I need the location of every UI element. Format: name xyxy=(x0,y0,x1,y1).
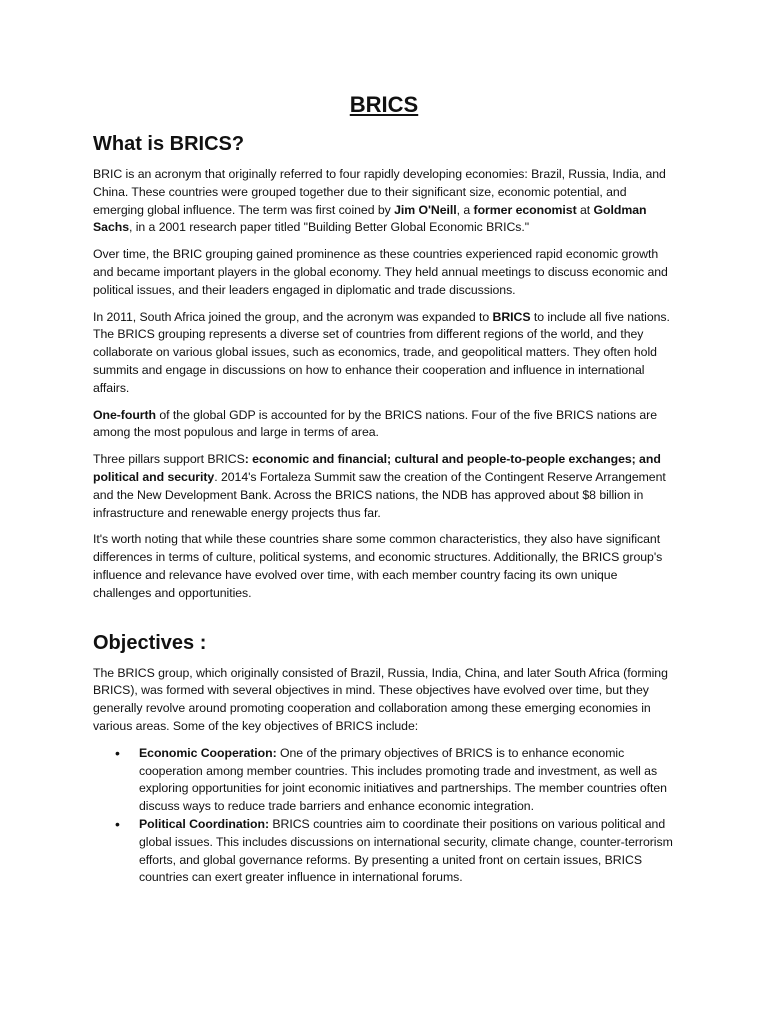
paragraph-2: Over time, the BRIC grouping gained prominence as these countries experienced rapid economic growth and became important players in the global economy. They held annual meetings to discuss economic and political issues, and their leaders engaged in diplomatic and trade discussions. xyxy=(93,247,668,297)
text-run: BRIC is an acronym that originally referred to four rapidly developing economies: Brazil, Russia, India, and China. These countries were grouped together due to their significant size, economic potential, and emerging global influence. The term was first coined by xyxy=(93,167,666,217)
paragraph-6: It's worth noting that while these countries share some common characteristics, they also have significant differences in terms of culture, political systems, and economic structures. Additionally, the BRICS group's influence and relevance have evolved over time, with each member country facing its own unique challenges and opportunities. xyxy=(93,532,663,600)
bold-run: Goldman Sachs xyxy=(93,202,647,235)
bullet-icon: • xyxy=(115,815,120,832)
list-item xyxy=(115,815,675,887)
text-run: of the global GDP is accounted for by the BRICS nations. Four of the five BRICS nations are among the most populous and large in terms of area. xyxy=(93,407,658,440)
bold-run: former economist xyxy=(473,202,577,217)
paragraph-1 xyxy=(93,166,675,237)
text-run: to include all five nations. The BRICS grouping represents a diverse set of countries from different regions of the world, and they collaborate on various global issues, such as economics, trade, and geopolitical matters. They often hold summits and engage in discussions on how to enhance their cooperation and influence in international affairs. xyxy=(93,309,670,395)
bold-run: One-fourth xyxy=(93,407,157,422)
paragraph-7: The BRICS group, which originally consisted of Brazil, Russia, India, China, and later South Africa (forming BRICS), was formed with several objectives in mind. These objectives have evolved over time, but they generally revolve around promoting cooperation and collaboration among these emerging economies in various areas. Some of the key objectives of BRICS include: xyxy=(93,665,668,733)
bold-run: : economic and financial; cultural and people-to-people exchanges; and political and security xyxy=(93,452,661,484)
paragraph-4 xyxy=(93,407,675,443)
section-heading-objectives: Objectives : xyxy=(93,631,207,654)
list-item-label: Economic Cooperation: xyxy=(139,745,277,760)
document-title: BRICS xyxy=(349,92,419,117)
bold-run: BRICS xyxy=(492,309,531,324)
text-run: In 2011, South Africa joined the group, and the acronym was expanded to xyxy=(93,309,493,324)
list-item-label: Political Coordination: xyxy=(139,816,270,831)
text-run: at xyxy=(576,202,594,217)
list-item-text: BRICS countries aim to coordinate their positions on various political and global issues. This includes discussions on international security, climate change, counter-terrorism efforts, and global governance reforms. By presenting a united front on certain issues, BRICS countries can exert greater influence in international forums. xyxy=(139,816,673,885)
text-run: . 2014's Fortaleza Summit saw the creation of the Contingent Reserve Arrangement and the New Development Bank. Across the BRICS nations, the NDB has approved about $8 billion in infrastructure and renewable energy projects thus far. xyxy=(93,469,666,520)
paragraph-3 xyxy=(93,309,675,398)
list-item xyxy=(115,744,675,816)
list-item-text: One of the primary objectives of BRICS is to enhance economic cooperation among member countries. This includes promoting trade and investment, as well as exploring opportunities for joint economic initiatives and partnerships. The member countries often discuss ways to reduce trade barriers and enhance economic integration. xyxy=(139,745,667,814)
bullet-icon: • xyxy=(115,744,120,761)
text-run: , a xyxy=(456,202,474,217)
bold-run: Jim O'Neill xyxy=(394,202,457,217)
section-heading-what-is-brics: What is BRICS? xyxy=(93,133,245,155)
text-run: , in a 2001 research paper titled "Building Better Global Economic BRICs." xyxy=(128,220,530,235)
objectives-list xyxy=(93,745,675,887)
paragraph-5 xyxy=(93,451,675,522)
text-run: Three pillars support BRICS xyxy=(93,452,245,467)
